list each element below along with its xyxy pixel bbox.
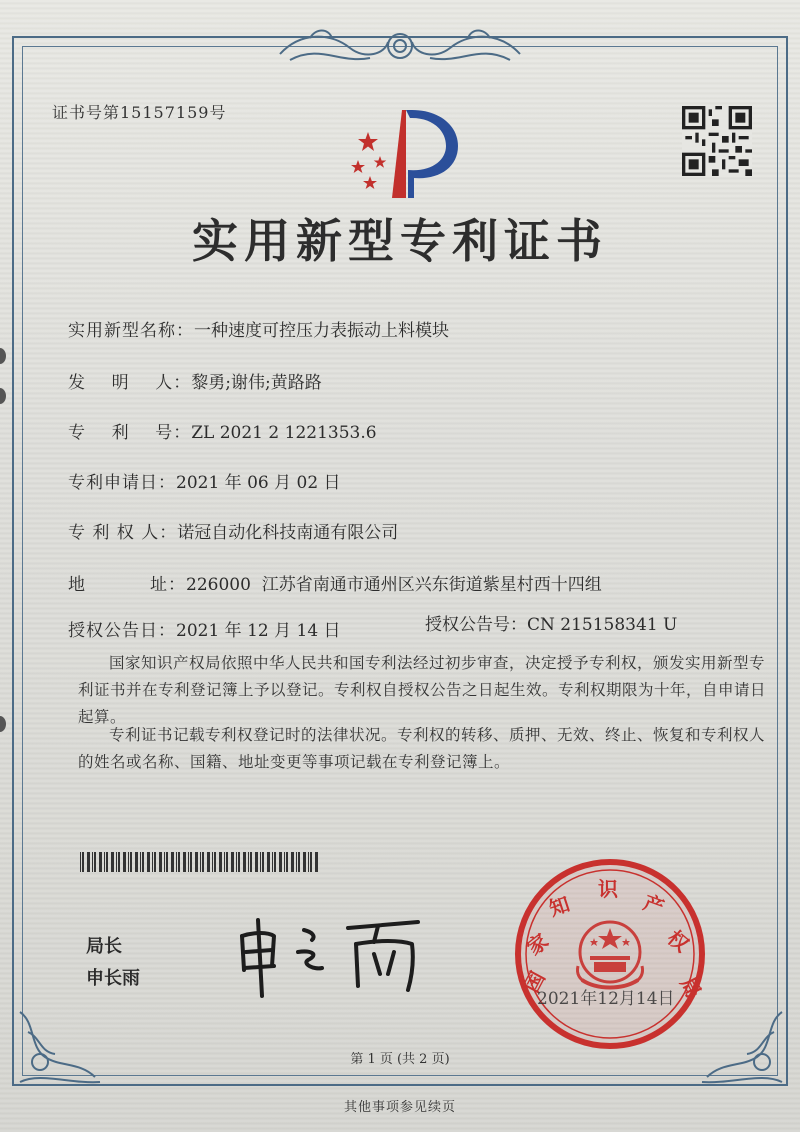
field-label: 地 址：: [68, 575, 187, 595]
field-value: 2021 年 12 月 14 日: [176, 621, 341, 641]
svg-text:知: 知: [546, 891, 573, 921]
field-label: 发 明 人：: [68, 373, 192, 393]
field-label: 授权公告日：: [68, 621, 176, 641]
field-value: 一种速度可控压力表振动上料模块: [194, 321, 449, 341]
certificate-number: 证书号第15157159号: [52, 103, 227, 122]
binder-hole: [0, 388, 6, 404]
application-date-row: [68, 468, 341, 493]
patent-number-row: [68, 418, 377, 443]
field-value: CN 215158341 U: [527, 615, 678, 635]
field-label: 专 利 号：: [68, 423, 192, 443]
grant-statement-paragraph: 国家知识产权局依照中华人民共和国专利法经过初步审查，决定授予专利权，颁发实用新型专利证书并在专利登记簿上予以登记。专利权自授权公告之日起生效。专利权期限为十年，自申请日起算。: [78, 654, 767, 726]
binder-hole: [0, 348, 6, 364]
svg-text:权: 权: [662, 925, 694, 957]
corner-ornament-icon: [10, 992, 110, 1092]
inventor-row: [68, 368, 322, 393]
certificate-title: 实用新型专利证书: [192, 214, 608, 268]
field-label: 专利申请日：: [68, 473, 176, 493]
field-value: 黎勇;谢伟;黄路路: [191, 373, 322, 393]
director-signature: [228, 900, 438, 1000]
svg-text:产: 产: [640, 890, 668, 920]
field-value: 2021 年 06 月 02 日: [176, 473, 341, 493]
page-number: 第 1 页 (共 2 页): [350, 1052, 450, 1067]
utility-model-name-row: [68, 316, 449, 341]
grant-number-row: [425, 610, 677, 635]
svg-text:家: 家: [522, 928, 553, 960]
svg-text:识: 识: [598, 877, 618, 901]
top-ornament-icon: [270, 24, 530, 68]
field-label: 授权公告号：: [425, 615, 527, 635]
svg-text:局: 局: [675, 973, 707, 1003]
binder-hole: [0, 716, 6, 732]
field-value: 226000 江苏省南通市通州区兴东街道紫星村西十四组: [186, 575, 602, 595]
field-value: 诺冠自动化科技南通有限公司: [177, 523, 399, 543]
barcode-icon: [80, 852, 322, 872]
address-row: [68, 570, 602, 595]
legal-status-paragraph: 专利证书记载专利权登记时的法律状况。专利权的转移、质押、无效、终止、恢复和专利权人的姓名或名称、国籍、地址变更等事项记载在专利登记簿上。: [78, 726, 766, 771]
field-label: 实用新型名称：: [68, 321, 194, 341]
grant-date-row: [68, 616, 341, 641]
qr-code-icon: [682, 106, 752, 176]
director-name: 申长雨: [86, 968, 140, 989]
director-title: 局长: [86, 936, 122, 957]
field-value: ZL 2021 2 1221353.6: [191, 423, 377, 443]
patentee-row: [68, 518, 398, 543]
field-label: 专 利 权 人：: [68, 523, 178, 543]
svg-text:国: 国: [519, 967, 550, 997]
official-seal: [512, 856, 708, 1052]
patent-emblem-icon: [340, 108, 470, 204]
footer-note: 其他事项参见续页: [343, 1100, 456, 1115]
seal-date: 2021年12月14日: [537, 989, 675, 1009]
